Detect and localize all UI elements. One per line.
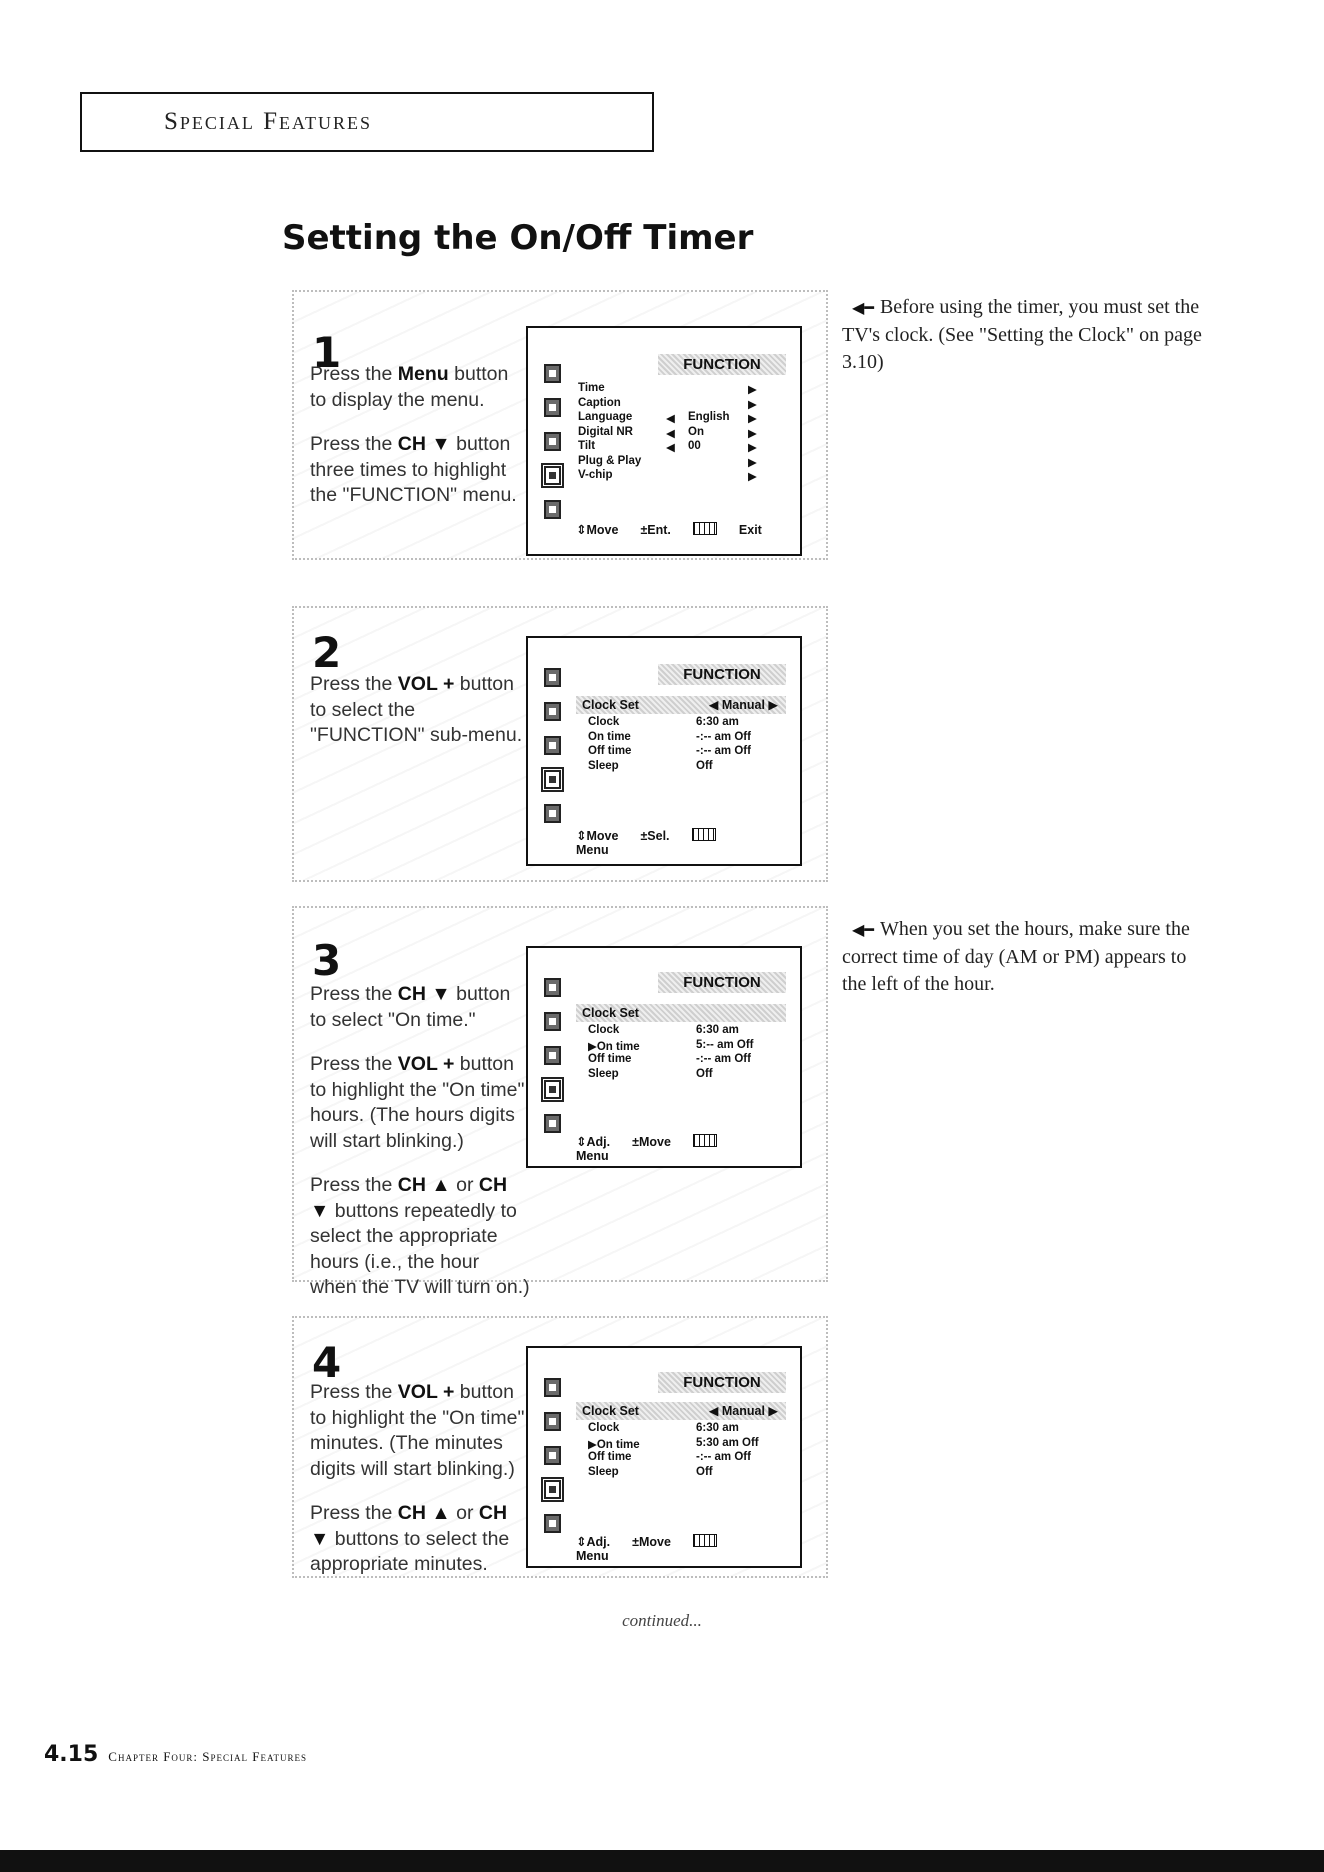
osd-row-a2: ▶ bbox=[748, 384, 757, 396]
osd-row-a1: ◀ bbox=[666, 427, 675, 440]
osd-menu-row bbox=[578, 397, 790, 412]
step-number: 3 bbox=[312, 936, 342, 985]
function-menu-icon bbox=[544, 466, 561, 485]
osd-row-val: 6:30 am bbox=[696, 1422, 739, 1434]
picture-menu-icon bbox=[544, 1378, 561, 1397]
osd-row-val: -:-- am Off bbox=[696, 1053, 751, 1065]
osd-footer-item: ⇕Adj. bbox=[576, 1135, 611, 1149]
osd-row-a1: ◀ bbox=[666, 442, 675, 454]
osd-menu-row bbox=[588, 1437, 790, 1452]
osd-row-val: On bbox=[688, 425, 704, 438]
osd-footer bbox=[576, 828, 790, 857]
osd-menu-row bbox=[588, 1039, 790, 1054]
osd-row-val: Off bbox=[696, 759, 713, 772]
osd-row-a2: ▶ bbox=[748, 398, 757, 411]
osd-row-lbl: Off time bbox=[588, 1053, 632, 1065]
step-panel-2 bbox=[292, 606, 828, 882]
osd-row-lbl: Sleep bbox=[588, 1067, 619, 1080]
menu-button-icon bbox=[693, 1134, 717, 1147]
clock-set-mode: ◀ Manual ▶ bbox=[708, 698, 778, 712]
input-menu-icon bbox=[544, 500, 561, 519]
tv-menu-screen bbox=[526, 1346, 802, 1568]
osd-row-lbl: Plug & Play bbox=[578, 454, 642, 467]
osd-row-lbl: Clock bbox=[588, 1422, 620, 1434]
osd-footer bbox=[576, 1134, 790, 1163]
function-menu-icon bbox=[544, 770, 561, 789]
osd-row-val: 00 bbox=[688, 440, 701, 452]
osd-clock-set-bar bbox=[576, 1004, 786, 1022]
step-paragraph: Press the CH ▼ button three times to highlight the "FUNCTION" menu. bbox=[310, 433, 517, 506]
step-paragraph: Press the VOL + button to highlight the "On time" hours. (The hours digits will start blinking.) bbox=[310, 1053, 525, 1152]
side-note-text: When you set the hours, make sure the correct time of day (AM or PM) appears to the left of the hour. bbox=[842, 918, 1190, 995]
bottom-bar bbox=[0, 1850, 1324, 1872]
osd-row-val: Off bbox=[696, 1067, 713, 1080]
chapter-label: Chapter Four: Special Features bbox=[108, 1749, 308, 1764]
osd-footer-item: ±Move bbox=[632, 1535, 671, 1549]
osd-footer-item: ±Sel. bbox=[640, 829, 670, 843]
osd-menu-row bbox=[578, 469, 790, 484]
menu-icon-column bbox=[544, 668, 564, 838]
osd-row-lbl: Sleep bbox=[588, 759, 619, 772]
osd-menu-row bbox=[578, 411, 790, 426]
step-number: 1 bbox=[312, 328, 342, 377]
osd-menu-row bbox=[588, 716, 790, 731]
channel-menu-icon bbox=[544, 432, 561, 451]
osd-row-val: -:-- am Off bbox=[696, 730, 751, 743]
tv-menu-screen bbox=[526, 946, 802, 1168]
sound-menu-icon bbox=[544, 1412, 561, 1431]
osd-footer-item: Exit bbox=[693, 523, 762, 537]
function-menu-icon bbox=[544, 1480, 561, 1499]
osd-footer-item: ⇕Move bbox=[576, 523, 619, 537]
osd-row-a2: ▶ bbox=[748, 442, 757, 454]
osd-row-a2: ▶ bbox=[748, 471, 757, 483]
osd-footer-item: ±Move bbox=[632, 1135, 671, 1149]
step-paragraph: Press the VOL + button to select the "FUNCTION" sub-menu. bbox=[310, 673, 523, 746]
step-instructions bbox=[310, 982, 530, 1320]
osd-row-lbl: Caption bbox=[578, 396, 621, 409]
tv-menu-screen bbox=[526, 326, 802, 556]
page-title: Setting the On/Off Timer bbox=[282, 218, 754, 258]
osd-footer-item: ±Ent. bbox=[640, 523, 671, 537]
osd-row-lbl: Clock bbox=[588, 716, 620, 728]
osd-row-val: -:-- am Off bbox=[696, 1451, 751, 1463]
osd-row-val: -:-- am Off bbox=[696, 745, 751, 757]
osd-footer-item: ⇕Move bbox=[576, 829, 619, 843]
osd-row-lbl: V-chip bbox=[578, 469, 613, 481]
step-number: 4 bbox=[312, 1338, 342, 1387]
osd-menu-title: FUNCTION bbox=[658, 664, 786, 685]
menu-icon-column bbox=[544, 364, 564, 534]
osd-menu-rows bbox=[578, 382, 790, 484]
osd-menu-row bbox=[588, 1053, 790, 1068]
page-number: 4.15 bbox=[44, 1742, 99, 1767]
osd-row-val: 5:30 am Off bbox=[696, 1436, 759, 1449]
sound-menu-icon bbox=[544, 1012, 561, 1031]
step-number: 2 bbox=[312, 628, 342, 677]
note-arrow-icon: ◀━ bbox=[852, 300, 874, 317]
osd-row-val: 6:30 am bbox=[696, 1024, 739, 1036]
osd-row-lbl: Sleep bbox=[588, 1465, 619, 1478]
menu-button-icon bbox=[693, 522, 717, 535]
osd-footer bbox=[576, 1534, 790, 1563]
osd-menu-row bbox=[588, 1422, 790, 1437]
osd-row-lbl: Language bbox=[578, 411, 633, 423]
step-paragraph: Press the VOL + button to highlight the "On time" minutes. (The minutes digits will start blinking.) bbox=[310, 1381, 525, 1480]
osd-footer-item: Menu bbox=[576, 1535, 739, 1563]
step-paragraph: Press the CH ▲ or CH ▼ buttons repeatedly to select the appropriate hours (i.e., the hour when the TV will turn on.) bbox=[310, 1174, 530, 1298]
osd-menu-title: FUNCTION bbox=[658, 354, 786, 375]
osd-menu-row bbox=[578, 426, 790, 441]
picture-menu-icon bbox=[544, 978, 561, 997]
osd-menu-row bbox=[578, 455, 790, 470]
osd-menu-row bbox=[588, 1024, 790, 1039]
osd-menu-rows bbox=[588, 716, 790, 774]
step-instructions bbox=[310, 672, 530, 768]
clock-set-label: Clock Set bbox=[582, 1404, 639, 1418]
osd-menu-row bbox=[578, 382, 790, 397]
step-panel-1 bbox=[292, 290, 828, 560]
osd-row-lbl: Time bbox=[578, 382, 605, 394]
clock-set-label: Clock Set bbox=[582, 1006, 639, 1020]
sound-menu-icon bbox=[544, 398, 561, 417]
osd-row-val: 6:30 am bbox=[696, 716, 739, 728]
side-note bbox=[842, 916, 1202, 998]
step-instructions bbox=[310, 1380, 530, 1597]
osd-footer bbox=[576, 522, 790, 537]
side-note-text: Before using the timer, you must set the TV's clock. (See "Setting the Clock" on page 3.10) bbox=[842, 296, 1202, 373]
channel-menu-icon bbox=[544, 1446, 561, 1465]
osd-row-lbl: Tilt bbox=[578, 440, 596, 452]
sound-menu-icon bbox=[544, 702, 561, 721]
continued-label: continued... bbox=[622, 1611, 702, 1630]
osd-menu-rows bbox=[588, 1422, 790, 1480]
tv-menu-screen bbox=[526, 636, 802, 866]
picture-menu-icon bbox=[544, 668, 561, 687]
osd-clock-set-bar bbox=[576, 696, 786, 714]
note-arrow-icon: ◀━ bbox=[852, 922, 874, 939]
step-panel-3 bbox=[292, 906, 828, 1298]
channel-menu-icon bbox=[544, 736, 561, 755]
osd-menu-title: FUNCTION bbox=[658, 972, 786, 993]
step-instructions bbox=[310, 362, 530, 528]
osd-menu-row bbox=[588, 1466, 790, 1481]
osd-menu-row bbox=[588, 1068, 790, 1083]
menu-icon-column bbox=[544, 1378, 564, 1548]
osd-menu-title: FUNCTION bbox=[658, 1372, 786, 1393]
osd-menu-row bbox=[588, 731, 790, 746]
clock-set-mode: ◀ Manual ▶ bbox=[708, 1404, 778, 1418]
osd-footer-item: Menu bbox=[576, 1135, 739, 1163]
page-footer bbox=[44, 1742, 307, 1767]
osd-menu-row bbox=[588, 1451, 790, 1466]
step-paragraph: Press the Menu button to display the menu. bbox=[310, 363, 509, 411]
osd-menu-row bbox=[588, 745, 790, 760]
input-menu-icon bbox=[544, 1114, 561, 1133]
step-panel-4 bbox=[292, 1316, 828, 1578]
osd-row-lbl: Digital NR bbox=[578, 425, 633, 438]
picture-menu-icon bbox=[544, 364, 561, 383]
side-note bbox=[842, 294, 1202, 376]
osd-row-val: English bbox=[688, 411, 730, 423]
osd-row-a2: ▶ bbox=[748, 413, 757, 425]
step-paragraph: Press the CH ▲ or CH ▼ buttons to select the appropriate minutes. bbox=[310, 1502, 510, 1575]
osd-row-lbl: ▶On time bbox=[588, 1438, 640, 1451]
menu-icon-column bbox=[544, 978, 564, 1148]
osd-row-a1: ◀ bbox=[666, 413, 675, 425]
input-menu-icon bbox=[544, 1514, 561, 1533]
section-header: Special Features bbox=[164, 108, 373, 135]
input-menu-icon bbox=[544, 804, 561, 823]
osd-row-a2: ▶ bbox=[748, 456, 757, 469]
osd-row-lbl: Clock bbox=[588, 1024, 620, 1036]
osd-footer-item: ⇕Adj. bbox=[576, 1535, 611, 1549]
osd-menu-row bbox=[588, 760, 790, 775]
step-paragraph: Press the CH ▼ button to select "On time." bbox=[310, 983, 511, 1031]
osd-row-val: 5:-- am Off bbox=[696, 1038, 754, 1051]
osd-menu-rows bbox=[588, 1024, 790, 1082]
clock-set-label: Clock Set bbox=[582, 698, 639, 712]
osd-clock-set-bar bbox=[576, 1402, 786, 1420]
osd-row-lbl: ▶On time bbox=[588, 1040, 640, 1053]
channel-menu-icon bbox=[544, 1046, 561, 1065]
osd-row-lbl: Off time bbox=[588, 745, 632, 757]
menu-button-icon bbox=[693, 1534, 717, 1547]
osd-footer-item: Menu bbox=[576, 829, 738, 857]
osd-row-lbl: On time bbox=[588, 730, 631, 743]
osd-menu-row bbox=[578, 440, 790, 455]
osd-row-val: Off bbox=[696, 1465, 713, 1478]
menu-button-icon bbox=[692, 828, 716, 841]
osd-row-lbl: Off time bbox=[588, 1451, 632, 1463]
osd-row-a2: ▶ bbox=[748, 427, 757, 440]
function-menu-icon bbox=[544, 1080, 561, 1099]
